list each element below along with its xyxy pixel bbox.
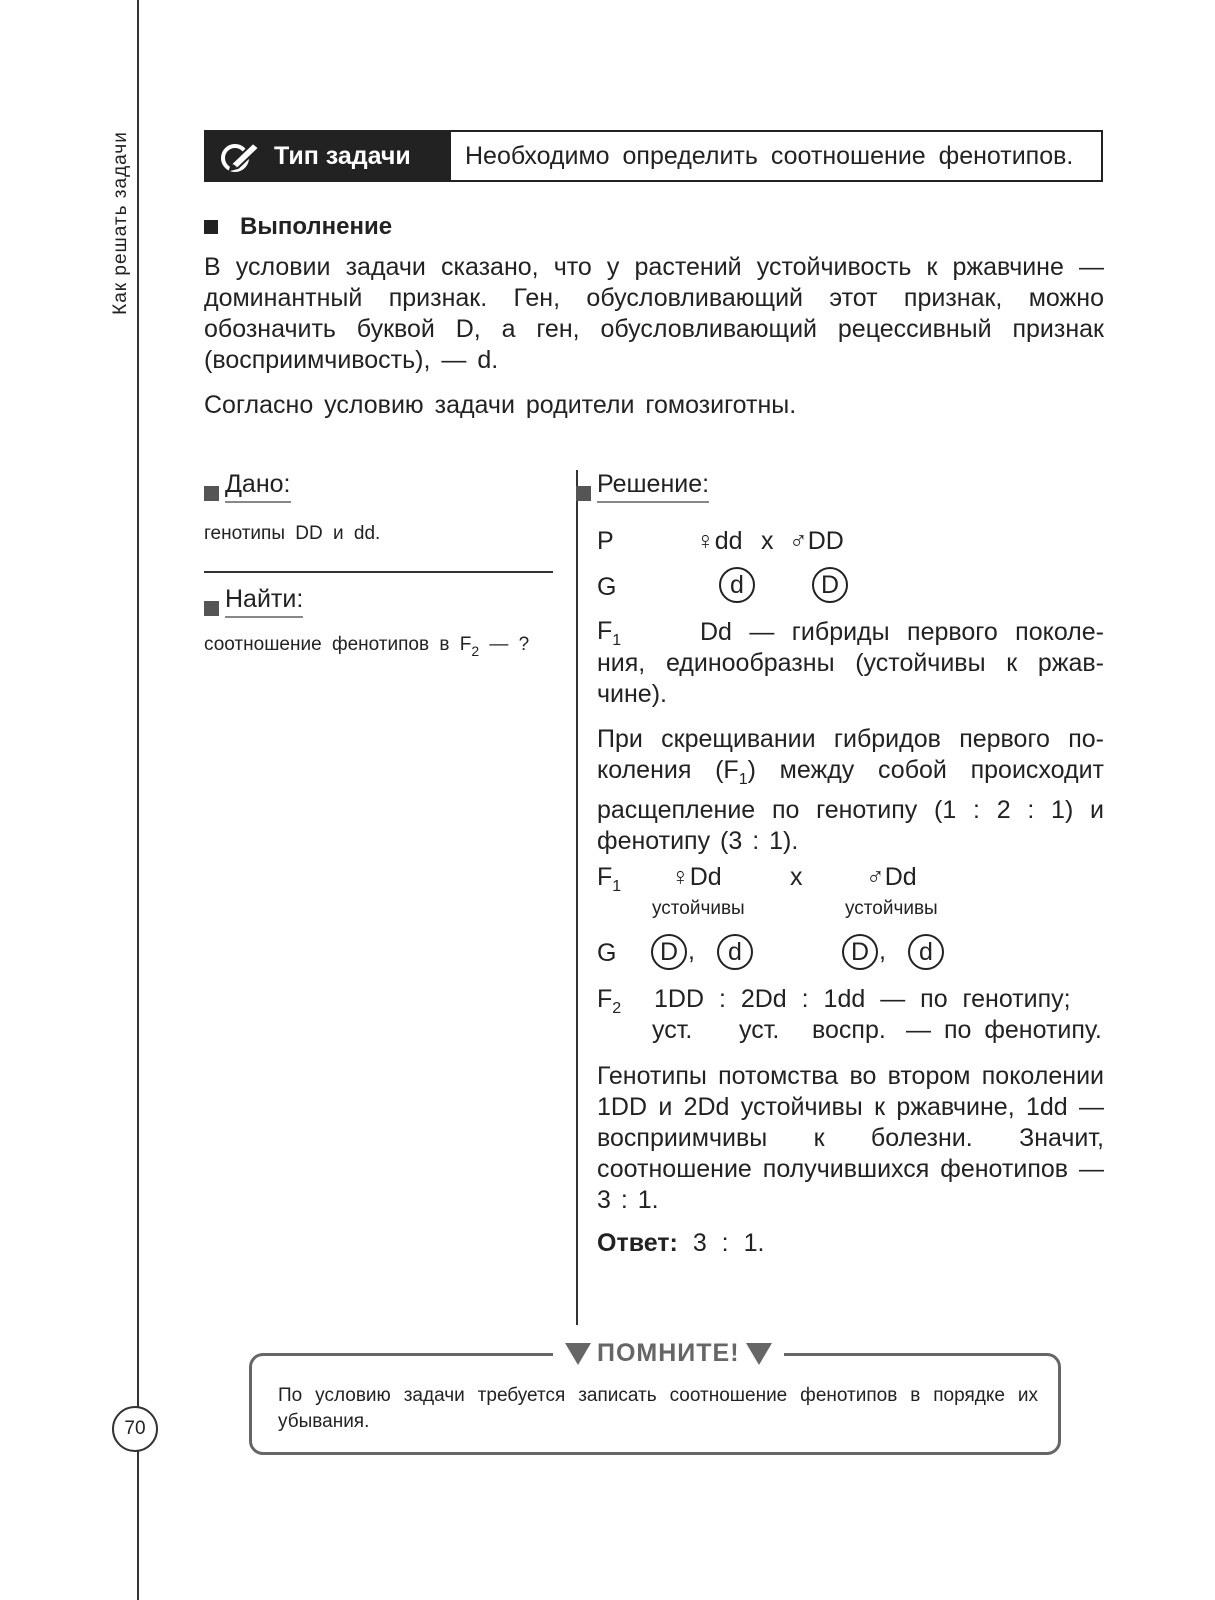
execution-heading: Выполнение (204, 213, 392, 241)
g-label: G (597, 573, 617, 601)
f1-cross-female: ♀Dd (671, 863, 722, 891)
f2-phenotype: уст. (739, 1016, 780, 1044)
running-title: Как решать задачи (110, 130, 131, 315)
task-type-label-block (206, 132, 451, 180)
p-male: ♂DD (789, 527, 844, 555)
resistant-label: устойчивы (652, 898, 745, 919)
remember-text: По условию задачи требуется записать соотношение фенотипов в порядке их убывания. (278, 1385, 1038, 1432)
task-type-box (204, 130, 1103, 182)
f1-cross-male: ♂Dd (866, 863, 917, 891)
given-text: генотипы DD и dd. (204, 523, 381, 544)
task-type-label: Тип задачи (274, 141, 411, 170)
conclusion: Генотипы потомства во втором поколении 1DD и 2Dd устойчивы к ржавчине, 1dd — восприимчивы к болезни. Значит, соотношение получившихся фенотипов — 3 : 1. (597, 1062, 1104, 1214)
bullet-square-icon (204, 220, 218, 234)
solution-heading: Решение: (576, 470, 709, 503)
task-type-text: Необходимо определить соотношение фенотипов. (465, 141, 1074, 170)
find-text: соотношение фенотипов в $F_2$ — ? (204, 634, 530, 659)
bullet-square-icon (576, 486, 591, 501)
gamete-circle: D (812, 567, 848, 603)
f2-genotypes: 1DD : 2Dd : 1dd — по генотипу; (654, 985, 1071, 1013)
triangle-down-icon (746, 1343, 772, 1365)
answer: Ответ: 3 : 1. (597, 1229, 765, 1257)
resistant-label: устойчивы (845, 898, 938, 919)
margin-line (137, 0, 139, 1600)
p-label: P (597, 527, 614, 555)
given-heading: Дано: (204, 470, 291, 503)
gamete-circle: d (908, 934, 944, 970)
gamete-circle: d (717, 934, 753, 970)
cross-paragraph: При скрещивании гибридов первого поколения $(F_1)$ между собой происходит расщепление по генотипу (1 : 2 : 1) и фенотипу (3 : 1). (597, 725, 1104, 855)
column-divider (576, 470, 578, 1325)
f2-label: $F_2$ (597, 985, 622, 1017)
f1-cross-label: $F_1$ (597, 863, 622, 895)
f2-phenotype: воспр. (812, 1016, 886, 1044)
cross-sign: x (761, 527, 774, 555)
bullet-square-icon (204, 486, 219, 501)
p-female: ♀dd (696, 527, 743, 555)
comma: , (879, 937, 886, 965)
f1-text: Dd — гибриды первого поколения, единообразны (устойчивы к ржавчине). (597, 618, 1104, 708)
gamete-circle: D (842, 934, 878, 970)
f1-label: $F_1$ (597, 617, 622, 649)
page-number: 70 (112, 1406, 158, 1452)
execution-paragraph-2: Согласно условию задачи родители гомозиготны. (204, 391, 797, 419)
bullet-square-icon (204, 601, 219, 616)
remember-title: ПОМНИТЕ! (553, 1339, 784, 1368)
divider (204, 571, 553, 573)
triangle-down-icon (565, 1343, 591, 1365)
g2-label: G (597, 939, 617, 967)
comma: , (688, 937, 695, 965)
find-heading: Найти: (204, 585, 303, 618)
cross-sign: x (790, 863, 803, 891)
pen-icon (220, 139, 262, 173)
execution-paragraph-1: В условии задачи сказано, что у растений устойчивость к ржавчине — доминантный признак. Ген, обусловливающий этот признак, можно обозначить буквой D, а ген, обусловливающий рецессивный признак (восприимчивость), — d. (204, 253, 1104, 374)
gamete-circle: d (719, 567, 755, 603)
f2-phenotype: уст. (652, 1016, 693, 1044)
gamete-circle: D (651, 934, 687, 970)
f2-phenotype: — по фенотипу. (906, 1016, 1102, 1044)
